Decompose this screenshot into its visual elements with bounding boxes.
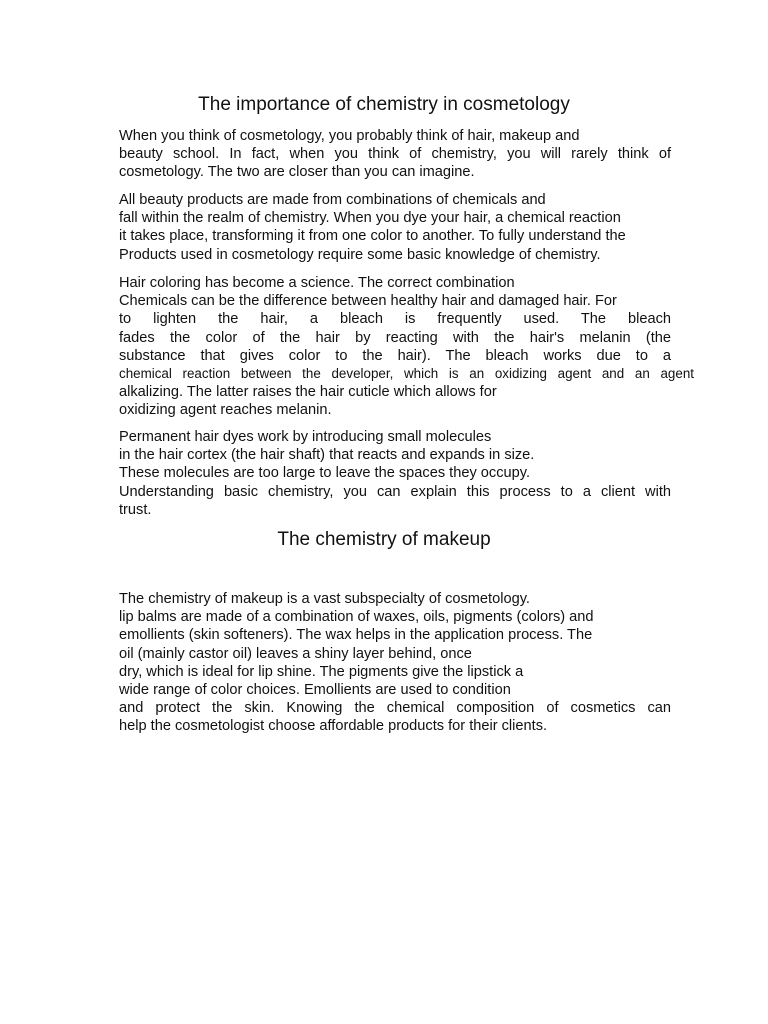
- text-line: These molecules are too large to leave the spaces they occupy.: [119, 465, 531, 482]
- paragraph-hair-coloring: [119, 274, 694, 420]
- text-line: and protect the skin. Knowing the chemical composition of cosmetics can: [119, 700, 671, 717]
- text-line: emollients (skin softeners). The wax helps in the application process. The: [119, 627, 593, 644]
- text-line: When you think of cosmetology, you probably think of hair, makeup and: [119, 128, 580, 144]
- text-line: to lighten the hair, a bleach is frequently used. The bleach: [119, 311, 671, 328]
- text-line: Products used in cosmetology require some basic knowledge of chemistry.: [119, 246, 601, 263]
- text-line: substance that gives color to the hair). The bleach works due to a: [119, 347, 671, 364]
- section-title: The chemistry of makeup: [277, 529, 491, 550]
- paragraph-intro: [119, 127, 671, 182]
- text-line: Understanding basic chemistry, you can explain this process to a client with: [119, 483, 671, 500]
- text-line: Chemicals can be the difference between healthy hair and damaged hair. For: [119, 293, 617, 310]
- paragraph-permanent-dyes: [119, 428, 671, 519]
- text-line: All beauty products are made from combinations of chemicals and: [119, 192, 546, 208]
- paragraph-makeup: [119, 590, 671, 736]
- text-line: The chemistry of makeup is a vast subspecialty of cosmetology.: [119, 591, 530, 607]
- text-line: cosmetology. The two are closer than you can imagine.: [119, 164, 475, 181]
- text-line: dry, which is ideal for lip shine. The pigments give the lipstick a: [119, 663, 524, 680]
- text-line: lip balms are made of a combination of waxes, oils, pigments (colors) and: [119, 609, 594, 626]
- text-line: help the cosmetologist choose affordable products for their clients.: [119, 718, 548, 735]
- paragraph-beauty-products: [119, 191, 671, 264]
- text-line: Hair coloring has become a science. The correct combination: [119, 275, 515, 291]
- text-line: oxidizing agent reaches melanin.: [119, 402, 332, 419]
- text-line: wide range of color choices. Emollients are used to condition: [119, 681, 511, 698]
- text-line: oil (mainly castor oil) leaves a shiny layer behind, once: [119, 645, 472, 662]
- document-title: The importance of chemistry in cosmetology: [198, 94, 570, 115]
- text-line: chemical reaction between the developer, which is an oxidizing agent and an agent: [119, 365, 694, 381]
- text-line: alkalizing. The latter raises the hair cuticle which allows for: [119, 384, 497, 401]
- text-line: Permanent hair dyes work by introducing small molecules: [119, 429, 492, 445]
- text-line: fades the color of the hair by reacting with the hair's melanin (the: [119, 329, 671, 346]
- text-line: fall within the realm of chemistry. When you dye your hair, a chemical reaction: [119, 210, 621, 227]
- text-line: in the hair cortex (the hair shaft) that reacts and expands in size.: [119, 447, 535, 464]
- text-line: it takes place, transforming it from one color to another. To fully understand the: [119, 228, 626, 245]
- text-line: beauty school. In fact, when you think of chemistry, you will rarely think of: [119, 146, 671, 163]
- text-line: trust.: [119, 501, 152, 518]
